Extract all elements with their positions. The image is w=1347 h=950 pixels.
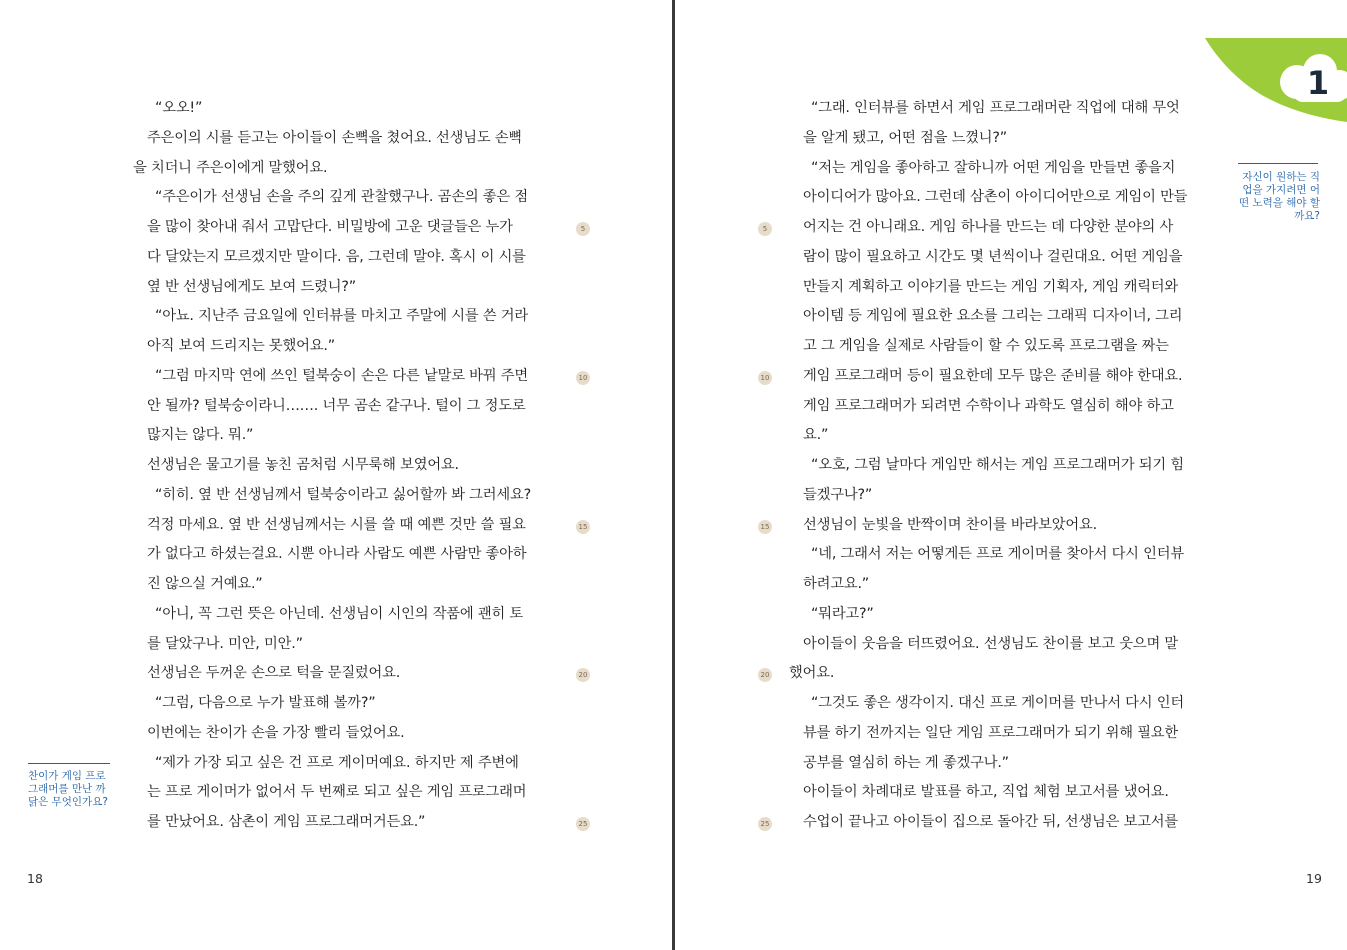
- line-number-20: 20: [576, 668, 590, 682]
- page-number: 19: [1306, 871, 1322, 886]
- right-page: [676, 0, 1347, 950]
- text-line: 아이들이 웃음을 터뜨렸어요. 선생님도 찬이를 보고 웃으며 말: [803, 635, 1179, 652]
- text-line: “제가 가장 되고 싶은 건 프로 게이머예요. 하지만 제 주변에: [155, 754, 519, 771]
- text-line: 걱정 마세요. 옆 반 선생님께서는 시를 쓸 때 예쁜 것만 쓸 필요: [147, 516, 526, 533]
- text-line: 아이들이 차례대로 발표를 하고, 직업 체험 보고서를 냈어요.: [803, 784, 1169, 801]
- text-line: 을 많이 찾아내 줘서 고맙단다. 비밀방에 고운 댓글들은 누가: [147, 219, 513, 235]
- side-note-rule: [28, 763, 110, 764]
- text-line: 람이 많이 필요하고 시간도 몇 년씩이나 걸린대요. 어떤 게임을: [803, 248, 1183, 265]
- text-line: “오오!”: [155, 100, 203, 116]
- line-number-10: 10: [758, 371, 772, 385]
- right-body-text: [789, 94, 1219, 838]
- text-line: “그럼 마지막 연에 쓰인 털북숭이 손은 다른 낱말로 바꿔 주면: [155, 367, 528, 384]
- text-line: 진 않으실 거예요.”: [147, 576, 263, 592]
- text-line: “아니, 꼭 그런 뜻은 아닌데. 선생님이 시인의 작품에 괜히 토: [155, 605, 524, 622]
- text-line: 게임 프로그래머가 되려면 수학이나 과학도 열심히 해야 하고: [803, 397, 1174, 414]
- text-line: “주은이가 선생님 손을 주의 깊게 관찰했구나. 곰손의 좋은 점: [155, 189, 528, 206]
- text-line: “저는 게임을 좋아하고 잘하니까 어떤 게임을 만들면 좋을지: [811, 159, 1176, 176]
- text-line: 어지는 건 아니래요. 게임 하나를 만드는 데 다양한 분야의 사: [803, 219, 1174, 235]
- side-note-question: 자신이 원하는 직업을 가지려면 어떤 노력을 해야 할까요?: [1238, 171, 1320, 222]
- text-line: 수업이 끝나고 아이들이 집으로 돌아간 뒤, 선생님은 보고서를: [803, 814, 1179, 830]
- left-body-text: [133, 94, 563, 838]
- line-number-25: 25: [758, 817, 772, 831]
- line-number-10: 10: [576, 371, 590, 385]
- text-line: 선생님은 두꺼운 손으로 턱을 문질렀어요.: [147, 665, 401, 682]
- text-line: “뭐라고?”: [811, 605, 874, 622]
- text-line: 게임 프로그래머 등이 필요한데 모두 많은 준비를 해야 한대요.: [803, 367, 1183, 384]
- side-note-rule: [1238, 163, 1318, 164]
- line-number-15: 15: [576, 520, 590, 534]
- text-line: 요.”: [803, 427, 829, 444]
- text-line: 안 될까? 털북숭이라니……. 너무 곰손 같구나. 털이 그 정도로: [147, 397, 526, 414]
- text-line: 을 알게 됐고, 어떤 점을 느꼈니?”: [803, 129, 1007, 146]
- text-line: 주은이의 시를 듣고는 아이들이 손뼉을 쳤어요. 선생님도 손뼉: [147, 129, 523, 146]
- text-line: 는 프로 게이머가 없어서 두 번째로 되고 싶은 게임 프로그래머: [147, 784, 527, 801]
- text-line: 선생님은 물고기를 놓친 곰처럼 시무룩해 보였어요.: [147, 457, 459, 473]
- text-line: 가 없다고 하셨는걸요. 시뿐 아니라 사람도 예쁜 사람만 좋아하: [147, 546, 527, 563]
- chapter-tab: [1205, 38, 1347, 122]
- text-line: 를 만났어요. 삼촌이 게임 프로그래머거든요.”: [147, 814, 426, 830]
- side-note-question: 찬이가 게임 프로그래머를 만난 까닭은 무엇인가요?: [28, 770, 108, 808]
- text-line: 들겠구나?”: [803, 486, 873, 503]
- text-line: “아뇨. 지난주 금요일에 인터뷰를 마치고 주말에 시를 쓴 거라: [155, 308, 528, 325]
- text-line: 만들지 계획하고 이야기를 만드는 게임 기획자, 게임 캐릭터와: [803, 278, 1179, 295]
- text-line: “네, 그래서 저는 어떻게든 프로 게이머를 찾아서 다시 인터뷰: [811, 546, 1184, 563]
- text-line: 을 치더니 주은이에게 말했어요.: [133, 159, 328, 176]
- text-line: 뷰를 하기 전까지는 일단 게임 프로그래머가 되기 위해 필요한: [803, 724, 1179, 741]
- line-number-5: 5: [576, 222, 590, 236]
- text-line: “오호, 그럼 날마다 게임만 해서는 게임 프로그래머가 되기 힘: [811, 457, 1184, 473]
- text-line: 아이디어가 많아요. 그런데 삼촌이 아이디어만으로 게임이 만들: [803, 189, 1188, 206]
- text-line: “그래. 인터뷰를 하면서 게임 프로그래머란 직업에 대해 무엇: [811, 100, 1180, 116]
- text-line: 했어요.: [789, 665, 835, 682]
- page-number: 18: [27, 871, 43, 886]
- text-line: 하려고요.”: [803, 576, 869, 592]
- book-gutter: [672, 0, 675, 950]
- line-number-25: 25: [576, 817, 590, 831]
- text-line: 옆 반 선생님에게도 보여 드렸니?”: [147, 278, 356, 295]
- text-line: 다 달았는지 모르겠지만 말이다. 음, 그런데 말야. 혹시 이 시를: [147, 248, 526, 265]
- line-number-20: 20: [758, 668, 772, 682]
- text-line: 고 그 게임을 실제로 사람들이 할 수 있도록 프로그램을 짜는: [803, 338, 1169, 354]
- text-line: 선생님이 눈빛을 반짝이며 찬이를 바라보았어요.: [803, 516, 1097, 533]
- text-line: 이번에는 찬이가 손을 가장 빨리 들었어요.: [147, 724, 405, 741]
- text-line: “그것도 좋은 생각이지. 대신 프로 게이머를 만나서 다시 인터: [811, 695, 1184, 711]
- chapter-number: 1: [1306, 64, 1330, 102]
- text-line: 를 달았구나. 미안, 미안.”: [147, 635, 303, 652]
- text-line: 아이템 등 게임에 필요한 요소를 그리는 그래픽 디자이너, 그리: [803, 308, 1183, 325]
- text-line: 많지는 않다. 뭐.”: [147, 427, 254, 444]
- line-number-15: 15: [758, 520, 772, 534]
- text-line: “히히. 옆 반 선생님께서 털북숭이라고 싫어할까 봐 그러세요?: [155, 486, 532, 503]
- text-line: “그럼, 다음으로 누가 발표해 볼까?”: [155, 695, 376, 711]
- line-number-5: 5: [758, 222, 772, 236]
- left-page: [0, 0, 672, 950]
- text-line: 아직 보여 드리지는 못했어요.”: [147, 338, 335, 354]
- text-line: 공부를 열심히 하는 게 좋겠구나.”: [803, 754, 1009, 771]
